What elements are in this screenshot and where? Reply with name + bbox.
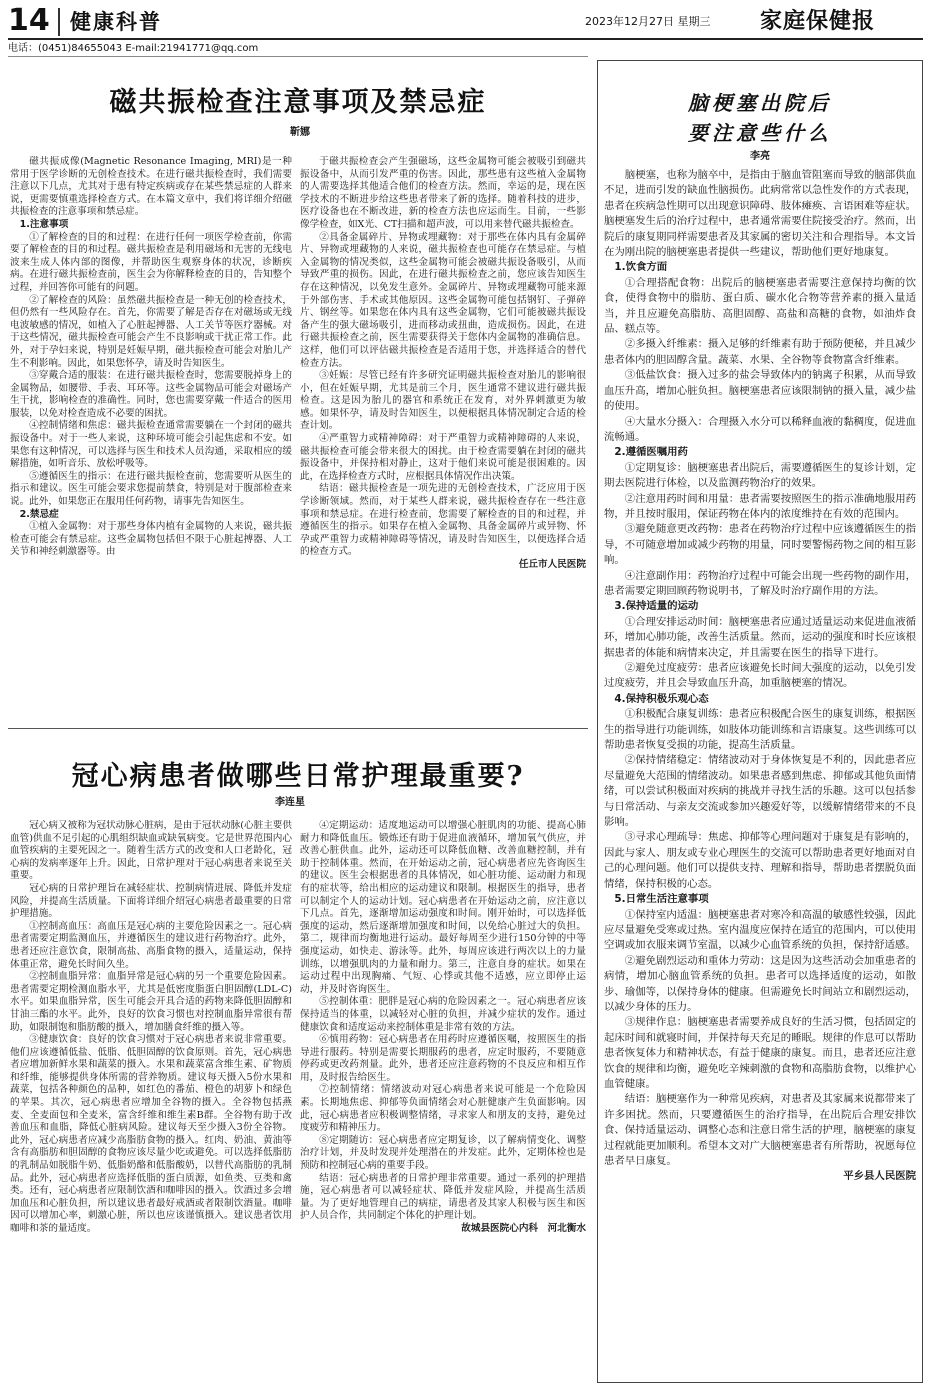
paragraph: ①积极配合康复训练：患者应积极配合医生的康复训练，根据医生的指导进行功能训练，如肢体功能训练和言语康复。这些训练可以帮助患者恢复受损的功能，提高生活质量。: [604, 708, 916, 752]
paragraph: ①了解检查的目的和过程：在进行任何一项医学检查前，你需要了解检查的目的和过程。磁共振检查是利用磁场和无害的无线电波来生成人体内部的图像，并帮助医生观察身体的状况，诊断疾病。在进行磁共振检查前，医生会为你解释检查的目的，告知整个过程，并回答你可能有的问题。: [10, 231, 292, 293]
paragraph: ④定期运动：适度地运动可以增强心脏肌肉的功能、提高心肺耐力和降低血压。锻炼还有助于促进血液循环，增加氧气供应，并改善心脏供血。此外，运动还可以降低血糖、改善血糖控制，并有助于控制体重。然而，在开始运动之前，冠心病患者应先咨询医生的建议。医生会根据患者的具体情况，如心脏功能、运动耐力和现有的症状等，给出相应的运动建议和限制。根据医生的指导，患者可以制定个人的运动计划。冠心病患者在开始运动之前，应注意以下几点。首先，逐渐增加运动强度和时间。刚开始时，可以选择低强度的运动，然后逐渐增加强度和时间，以免给心脏过大的负担。第二，规律而均衡地进行运动。最好每周至少进行150分钟的中等强度运动，如快走、游泳等。此外，每周应该进行两次以上的力量训练，以增强肌肉的力量和耐力。第三，注意自身的症状。如果在运动过程中出现胸痛、气短、心悸或其他不适感，应立即停止运动，并及时咨询医生。: [300, 820, 586, 995]
contact-rule: [8, 56, 588, 57]
paragraph: ②控制血脂异常：血脂异常是冠心病的另一个重要危险因素。患者需要定期检测血脂水平，尤其是低密度脂蛋白胆固醇(LDL-C)水平。如果血脂异常，医生可能会开具合适的药物来降低胆固醇和甘油三酯的水平。此外，良好的饮食习惯也对控制血脂异常很有帮助，如限制饱和脂肪酸的摄入，增加膳食纤维的摄入等。: [10, 971, 292, 1033]
paragraph: 磁共振成像(Magnetic Resonance Imaging, MRI)是一种常用于医学诊断的无创检查技术。在进行磁共振检查时，我们需要注意以下几点，尤其对于患有特定疾病或存在某些禁忌症的人群来说，更需要慎重选择检查方式。在本篇文章中，我们将详细介绍磁共振检查的注意事项和禁忌症。: [10, 156, 292, 218]
header-rule: [8, 38, 923, 40]
article1-title: 磁共振检查注意事项及禁忌症: [109, 87, 487, 118]
article2-column-1: [10, 820, 292, 1380]
paragraph: ③穿戴合适的服装：在进行磁共振检查时，您需要脱掉身上的金属物品，如腰带、手表、耳环等。这些金属物品可能会对磁场产生干扰，影响检查的准确性。同时，您也需要穿戴一件适合的医用服装，以免对检查造成不必要的困扰。: [10, 370, 292, 419]
paragraph: ②保持情绪稳定：情绪波动对于身体恢复是不利的，因此患者应尽量避免大范围的情绪波动。如果患者感到焦虑、抑郁或其他负面情绪，可以尝试积极面对疾病的挑战并寻找生活的乐趣。这可以包括参与日常活动、与亲友交流或参加兴趣爱好等，以缓解情绪带来的不良影响。: [604, 754, 916, 829]
paragraph: ⑦控制情绪：情绪波动对冠心病患者来说可能是一个危险因素。长期地焦虑、抑郁等负面情绪会对心脏健康产生负面影响。因此，冠心病患者应积极调整情绪，寻求家人和朋友的支持，避免过度疲劳和精神压力。: [300, 1084, 586, 1134]
paragraph: ④大量水分摄入：合理摄入水分可以稀释血液的黏稠度，促进血流畅通。: [604, 415, 916, 443]
paragraph: ②了解检查的风险：虽然磁共振检查是一种无创的检查技术，但仍然有一些风险存在。首先，你需要了解是否存在对磁场或无线电波敏感的情况，如植入了心脏起搏器、人工关节等医疗器械。对于这些情况，磁共振检查可能会产生不良影响或干扰正常工作。此外，对于孕妇来说，特别是妊娠早期，磁共振检查可能会对胎儿产生不利影响。因此，如果您怀孕，请及时告知医生。: [10, 294, 292, 369]
article1-column-2: [300, 156, 586, 716]
paragraph: ③寻求心理疏导：焦虑、抑郁等心理问题对于康复是有影响的，因此与家人、朋友或专业心理医生的交流可以帮助患者更好地面对自己的心理问题。他们可以提供支持、理解和指导，帮助患者摆脱负面情绪，保持积极的心态。: [604, 831, 916, 890]
section-heading: 4.保持积极乐观心态: [614, 692, 709, 705]
paragraph: ③低盐饮食：摄入过多的盐会导致体内的钠离子积累，从而导致血压升高，增加心脏负担。脑梗塞患者应该限制钠的摄入量，减少盐的使用。: [604, 369, 916, 413]
byline-institution: 平乡县人民医院: [843, 1170, 916, 1183]
paragraph: 脑梗塞，也称为脑卒中，是指由于脑血管阻塞而导致的脑部供血不足，进而引发的缺血性脑损伤。此病常常以急性发作的方式表现，患者在疾病急性期可以出现意识障碍、肢体瘫痪、言语困难等症状。脑梗塞发生后的治疗过程中，患者通常需要住院接受治疗。然而，出院后的康复期同样需要患者及其家属的密切关注和合理指导。本文旨在为刚出院的脑梗塞患者提供一些建议，帮助他们更好地康复。: [604, 169, 916, 259]
paragraph: ②具备金属碎片、异物或埋藏物：对于那些在体内具有金属碎片、异物或埋藏物的人来说，磁共振检查也可能存在禁忌症。与植入金属物的情况类似，这些金属物可能会被磁共振设备吸引，从而导致严重的损伤。因此，在进行磁共振检查之前，您应该告知医生存在这种情况，以免发生意外。金属碎片、异物或埋藏物可能来源于外部伤害、手术或其他原因。这些金属物可能包括钢钉、子弹碎片、钢丝等。如果您在体内具有这些金属物，它们可能被磁共振设备产生的强大磁场吸引，进而移动或扭曲，造成损伤。因此，在进行磁共振检查之前，医生需要获得关于您体内金属物的准确信息。这样，他们可以评估磁共振检查是否适用于您，并选择适合的替代检查方法。: [300, 231, 586, 369]
paragraph: ⑧定期随访：冠心病患者应定期复诊，以了解病情变化、调整治疗计划，并及时发现并处理潜在的并发症。此外，定期体检也是预防和控制冠心病的重要手段。: [300, 1134, 586, 1172]
issue-date: 2023年12月27日 星期三: [585, 15, 711, 28]
paragraph: 于磁共振检查会产生强磁场，这些金属物可能会被吸引到磁共振设备中，从而引发严重的伤害。因此，那些患有这些植入金属物的人需要选择其他适合他们的检查方法。然而，幸运的是，现在医学技术的不断进步给这些患者带来了新的选择。随着科技的进步，医疗设备也在不断改进，新的检查方法也应运而生。目前，一些影像学检查，如X光、CT扫描和超声波，可以用来替代磁共振检查。: [300, 156, 586, 230]
section-heading: 1.注意事项: [19, 218, 69, 230]
article3-title-line-1: 脑梗塞出院后: [688, 91, 832, 115]
paragraph: ③避免随意更改药物：患者在药物治疗过程中应该遵循医生的指导，不可随意增加或减少药物的用量，同时要警惕药物之间的相互影响。: [604, 523, 916, 567]
section-heading: 2.禁忌症: [19, 508, 59, 520]
article3-body: [604, 168, 916, 1376]
article2-column-2: [300, 820, 586, 1380]
paragraph: 结语：冠心病患者的日常护理非常重要。通过一系列的护理措施，冠心病患者可以减轻症状、降低并发症风险，并提高生活质量。为了更好地管理自己的病症，请患者及其家人积极与医生和医护人员合作，共同制定个体化的护理计划。: [300, 1172, 586, 1222]
article2-title: 冠心病患者做哪些日常护理最重要?: [71, 761, 525, 792]
paragraph: ①合理搭配食物：出院后的脑梗塞患者需要注意保持均衡的饮食，使得食物中的脂肪、蛋白质、碳水化合物等营养素的摄入量适当，并且应避免高脂肪、高胆固醇、高盐和高糖的食物，如油炸食品、糕点等。: [604, 276, 916, 336]
section-heading: 1.饮食方面: [614, 261, 668, 274]
header-divider: [58, 8, 60, 36]
paragraph: 结语：磁共振检查是一项先进的无创检查技术，广泛应用于医学诊断领域。然而，对于某些人群来说，磁共振检查存在一些注意事项和禁忌症。在进行检查前，您需要了解检查的目的和过程，并遵循医生的指示。如果存在植入金属物、具备金属碎片或异物、怀孕或严重智力或精神障碍等情况，请及时告知医生，以便选择合适的检查方式。: [300, 483, 586, 558]
paragraph: ②避免过度疲劳：患者应该避免长时间大强度的运动，以免引发过度疲劳，并且会导致血压升高，加重脑梗塞的情况。: [604, 662, 916, 690]
paragraph: 冠心病又被称为冠状动脉心脏病，是由于冠状动脉(心脏主要供血管)供血不足引起的心肌组织缺血或缺氧病变。它是世界范围内心血管疾病的主要死因之一。随着生活方式的改变和人口老龄化，冠心病的发病率逐年上升。因此，日常护理对于冠心病患者来说至关重要。: [10, 820, 292, 882]
newspaper-name: 家庭保健报: [760, 8, 876, 34]
article3-title-line-2: 要注意些什么: [688, 121, 832, 145]
byline-institution: 故城县医院心内科 河北衡水: [461, 1223, 586, 1234]
paragraph: ④控制情绪和焦虑：磁共振检查通常需要躺在一个封闭的磁共振设备中。对于一些人来说，这种环境可能会引起焦虑和不安。如果您有这种情况，可以选择与医生和技术人员沟通，采取相应的缓解措施，如听音乐、放松呼吸等。: [10, 420, 292, 470]
paragraph: ①合理安排运动时间：脑梗塞患者应通过适量运动来促进血液循环，增加心肺功能，改善生活质量。然而，运动的强度和时长应该根据患者的体能和病情来决定，并且需要在医生的指导下进行。: [604, 615, 916, 659]
paragraph: ①控制高血压：高血压是冠心病的主要危险因素之一。冠心病患者需要定期监测血压，并遵循医生的建议进行药物治疗。此外，患者还应注意饮食，限制高盐、高脂食物的摄入，适量运动，保持体重正常，避免长时间久坐。: [10, 920, 292, 970]
paragraph: ⑤控制体重：肥胖是冠心病的危险因素之一。冠心病患者应该保持适当的体重，以减轻对心脏的负担，并减少症状的发作。通过健康饮食和适度运动来控制体重是非常有效的方法。: [300, 996, 586, 1033]
paragraph: ④严重智力或精神障碍：对于严重智力或精神障碍的人来说，磁共振检查可能会带来很大的困扰。由于检查需要躺在封闭的磁共振设备中，并保持相对静止，这对于他们来说可能是很困难的。因此，在选择检查方式时，应根据具体情况作出决策。: [300, 433, 586, 482]
byline-institution: 任丘市人民医院: [518, 559, 586, 570]
article1-author: 靳娜: [290, 127, 310, 138]
paragraph: ②注意用药时间和用量：患者需要按照医生的指示准确地服用药物，并且按时服用，保证药物在体内的浓度维持在有效的范围内。: [604, 492, 916, 520]
section-heading: 3.保持适量的运动: [614, 600, 699, 613]
article3-author: 李亮: [750, 151, 770, 162]
paragraph: ④注意副作用：药物治疗过程中可能会出现一些药物的副作用，患者需要定期回顾药物说明书，了解及时治疗副作用的方法。: [604, 569, 916, 597]
article1-column-1: [10, 156, 292, 716]
paragraph: ⑥慎用药物：冠心病患者在用药时应遵循医嘱，按照医生的指导进行服药。特别是需要长期服药的患者，应定时服药，不要随意停药或更改药剂量。此外，患者还应注意药物的不良反应和相互作用，及时报告给医生。: [300, 1034, 586, 1083]
article2-author: 李连星: [275, 797, 305, 808]
page-number: 14: [8, 3, 50, 38]
paragraph: ①定期复诊：脑梗塞患者出院后，需要遵循医生的复诊计划，定期去医院进行体检，以及监测药物治疗的效果。: [604, 461, 916, 490]
paragraph: ②避免剧烈运动和重体力劳动：这是因为这些活动会加重患者的病情，增加心脑血管系统的负担。患者可以选择适度的运动，如散步、瑜伽等，以保持身体的健康。但需避免长时间站立和剧烈运动，以减少身体的压力。: [604, 954, 916, 1013]
section-name: 健康科普: [70, 9, 162, 34]
paragraph: ②多摄入纤维素：摄入足够的纤维素有助于预防便秘，并且减少患者体内的胆固醇含量。蔬菜、水果、全谷物等食物富含纤维素。: [604, 338, 916, 366]
paragraph: ①保持室内适温：脑梗塞患者对寒冷和高温的敏感性较强，因此应尽量避免受寒或过热。室内温度应保持在适宜的范围内，可以使用空调或加衣服来调节室温，以减少心血管系统的负担，保持舒适感。: [604, 908, 916, 952]
paragraph: ①植入金属物：对于那些身体内植有金属物的人来说，磁共振检查可能会有禁忌症。这些金属物包括但不限于心脏起搏器、人工关节和神经刺激器等。由: [10, 521, 292, 558]
paragraph: 结语：脑梗塞作为一种常见疾病，对患者及其家属来说都带来了许多困扰。然而，只要遵循医生的治疗指导，在出院后合理安排饮食、保持适量运动、调整心态和注意日常生活的护理，脑梗塞的康复过程就能更加顺利。希望本文对广大脑梗塞患者有所帮助，祝愿每位患者早日康复。: [604, 1093, 916, 1167]
contact-info: 电话：(0451)84655043 E-mail:21941771@qq.com: [8, 43, 259, 54]
section-heading: 2.遵循医嘱用药: [614, 446, 688, 459]
paragraph: ③妊娠：尽管已经有许多研究证明磁共振检查对胎儿的影响很小，但在妊娠早期，尤其是前三个月，医生通常不建议进行磁共振检查。这是因为胎儿的器官和系统正在发育，对外界刺激更为敏感。如果怀孕，请及时告知医生，以便根据具体情况制定合适的检查计划。: [300, 370, 586, 432]
paragraph: ③规律作息：脑梗塞患者需要养成良好的生活习惯，包括固定的起床时间和就寝时间，并保持每天充足的睡眠。规律的作息可以帮助患者恢复体力和精神状态，有益于健康的康复。而且，患者还应注意饮食的规律和均衡，避免吃辛辣刺激的食物和高脂肪食物，以维护心血管健康。: [604, 1016, 916, 1090]
paragraph: ③健康饮食：良好的饮食习惯对于冠心病患者来说非常重要。他们应该遵循低盐、低脂、低胆固醇的饮食原则。首先，冠心病患者应增加新鲜水果和蔬菜的摄入。水果和蔬菜富含维生素、矿物质和纤维，能够提供身体所需的营养物质。建议每天摄入5份水果和蔬菜，包括各种颜色的品种，如红色的番茄、橙色的胡萝卜和绿色的苹果。其次，冠心病患者应增加全谷物的摄入。全谷物包括燕麦、全麦面包和全麦米，富含纤维和维生素B群。全谷物有助于改善血压和血脂，降低心脏病风险。建议每天至少摄入3份全谷物。此外，冠心病患者应减少高脂肪食物的摄入。红肉、奶油、黄油等含有高脂肪和胆固醇的食物应该尽量少吃或避免。可以选择低脂肪的乳制品如脱脂牛奶、低脂奶酪和低脂酸奶，以替代高脂肪的乳制品。此外，冠心病患者应选择低脂的蛋白质源，如鱼类、豆类和禽类。还有，冠心病患者应限制饮酒和咖啡因的摄入。饮酒过多会增加血压和心脏负担，所以建议患者最好戒酒或者限制饮酒量。咖啡因可以增加心率，刺激心脏，所以也应该谨慎摄入。建议患者饮用咖啡和茶的量适度。: [10, 1034, 292, 1234]
page-header: [0, 0, 931, 56]
article-separator: [8, 728, 588, 729]
section-heading: 5.日常生活注意事项: [614, 893, 709, 906]
paragraph: 冠心病的日常护理旨在减轻症状、控制病情进展、降低并发症风险，并提高生活质量。下面将详细介绍冠心病患者最重要的日常护理措施。: [10, 882, 292, 920]
paragraph: ⑤遵循医生的指示：在进行磁共振检查前，您需要听从医生的指示和建议。医生可能会要求您提前禁食，特别是对于腹部检查来说。此外，如果您正在服用任何药物，请事先告知医生。: [10, 470, 292, 508]
